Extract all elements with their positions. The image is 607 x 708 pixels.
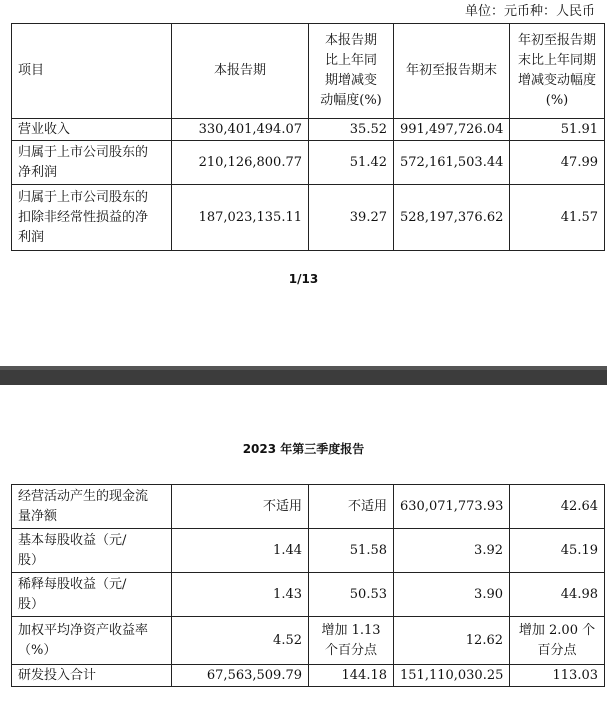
cell-current: 330,401,494.07 [172,119,309,141]
cell-current-yoy: 35.52 [309,119,394,141]
label-line: 归属于上市公司股东的 [18,144,149,160]
label-line: 经营活动产生的现金流 [18,488,149,504]
row-label [12,617,172,665]
label-line: 加权平均净资产收益率 [18,622,149,638]
cell-ytd-yoy [510,665,605,687]
label-line: （%） [18,642,57,658]
value-line: 1.44 [273,542,302,558]
cell-current [172,617,309,665]
value-line: 1.43 [273,586,302,602]
value-line: 113.03 [552,667,598,683]
cell-current [172,573,309,617]
cell-current-yoy: 51.42 [309,141,394,185]
label-line: 扣除非经常性损益的净 [18,209,149,225]
cell-current-yoy [309,617,394,665]
cell-ytd: 991,497,726.04 [394,119,510,141]
cell-ytd-yoy: 41.57 [510,185,605,251]
label-line: 稀释每股收益（元/ [18,576,127,592]
report-header-title: 2023 年第三季度报告 [242,442,365,456]
row-label [12,485,172,529]
value-line: 不适用 [262,498,302,514]
value-line: 42.64 [560,498,598,514]
cell-ytd-yoy [510,485,605,529]
currency-unit-note: 单位：元币种：人民币 [464,4,595,19]
cell-ytd: 3.92 [394,529,510,573]
financial-table-top [11,23,605,251]
cell-ytd-yoy: 51.91 [510,119,605,141]
header-line: 末比上年同期 [517,53,596,68]
value-line: 增加 2.00 个 [518,622,596,638]
page-number: 1/13 [288,272,319,286]
row-label [12,141,172,185]
cell-current-yoy [309,665,394,687]
cell-ytd: 12.62 [394,617,510,665]
label-line: 股） [18,596,45,612]
table-row [12,529,605,573]
header-line: 期增减变 [324,73,377,88]
header-line: 增减变动幅度 [517,73,596,88]
table-row [12,141,605,185]
page-separator [0,366,607,385]
cell-ytd: 630,071,773.93 [394,485,510,529]
cell-ytd: 3.90 [394,573,510,617]
table-row [12,185,605,251]
cell-ytd: 528,197,376.62 [394,185,510,251]
cell-ytd-yoy [510,573,605,617]
cell-current [172,485,309,529]
table-row [12,617,605,665]
table-row [12,119,605,141]
row-label [12,119,172,141]
cell-current [172,665,309,687]
cell-ytd-yoy [510,529,605,573]
header-current-yoy [309,24,394,119]
label-line: 研发投入合计 [18,667,97,683]
cell-current-yoy [309,573,394,617]
value-line: 4.52 [273,632,302,648]
row-label [12,529,172,573]
cell-current: 210,126,800.77 [172,141,309,185]
header-line: 比上年同 [324,53,377,68]
cell-ytd: 151,110,030.25 [394,665,510,687]
row-label [12,573,172,617]
value-line: 百分点 [537,642,577,658]
value-line: 144.18 [341,667,387,683]
cell-current-yoy [309,485,394,529]
value-line: 个百分点 [324,642,377,658]
table-row [12,573,605,617]
cell-current [172,529,309,573]
header-line: 动幅度(%) [320,93,382,108]
row-label [12,665,172,687]
header-ytd-yoy [510,24,605,119]
label-line: 归属于上市公司股东的 [18,189,149,205]
value-line: 50.53 [349,586,387,602]
header-ytd: 年初至报告期末 [394,24,510,119]
cell-ytd: 572,161,503.44 [394,141,510,185]
value-line: 51.58 [349,542,387,558]
label-line: 股） [18,552,45,568]
value-line: 不适用 [347,498,387,514]
label-line: 净利润 [18,164,58,180]
table-row [12,665,605,687]
header-line: (%) [545,93,569,108]
row-label [12,185,172,251]
cell-ytd-yoy [510,617,605,665]
label-line: 基本每股收益（元/ [18,532,127,548]
header-item: 项目 [12,24,172,119]
table-row [12,485,605,529]
header-line: 年初至报告期 [517,33,596,48]
label-line: 利润 [18,229,45,245]
financial-table-bottom [11,484,605,687]
value-line: 44.98 [560,586,598,602]
value-line: 增加 1.13 [321,622,381,638]
header-current-period: 本报告期 [172,24,309,119]
value-line: 67,563,509.79 [206,667,302,683]
cell-current-yoy: 39.27 [309,185,394,251]
cell-current: 187,023,135.11 [172,185,309,251]
header-line: 本报告期 [324,33,377,48]
table-header-row [12,24,605,119]
cell-ytd-yoy: 47.99 [510,141,605,185]
label-line: 营业收入 [18,121,71,137]
cell-current-yoy [309,529,394,573]
label-line: 量净额 [18,508,58,524]
value-line: 45.19 [560,542,598,558]
